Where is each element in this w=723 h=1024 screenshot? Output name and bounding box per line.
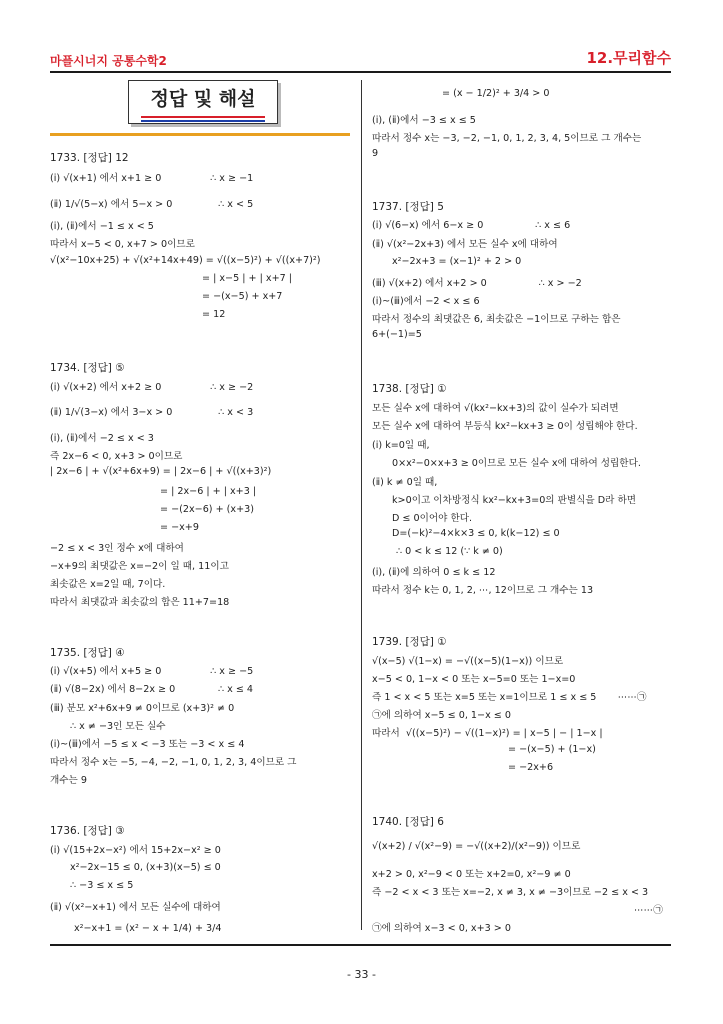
solution-line: (ⅰ), (ⅱ)에서 −3 ≤ x ≤ 5 <box>372 115 476 126</box>
solution-line: (ⅰ), (ⅱ)에서 −1 ≤ x < 5 <box>50 221 154 232</box>
section-title: 정답 및 해설 <box>150 88 256 110</box>
solution-line: 0×x²−0×x+3 ≥ 0이므로 모든 실수 x에 대하여 성립한다. <box>392 458 641 469</box>
solution-line: = −(x−5) + (1−x) <box>508 744 596 755</box>
solution-line: (ⅰ) √(x+5) 에서 x+5 ≥ 0 ∴ x ≥ −5 <box>50 666 254 677</box>
solution-line: 따라서 정수의 최댓값은 6, 최솟값은 −1이므로 구하는 합은 <box>372 314 621 325</box>
solution-line: = | 2x−6 | + | x+3 | <box>160 486 257 497</box>
solution-line: 즉 −2 < x < 3 또는 x=−2, x ≠ 3, x ≠ −3이므로 −2 ≤ x < 3 <box>372 887 649 898</box>
header-chapter-title: 12.무리함수 <box>586 49 671 67</box>
solution-line: ∴ 0 < k ≤ 12 (∵ k ≠ 0) <box>396 546 503 557</box>
column-divider <box>361 80 362 930</box>
solution-line: 모든 실수 x에 대하여 √(kx²−kx+3)의 값이 실수가 되려면 <box>372 403 619 414</box>
solution-line: (ⅰ)~(ⅲ)에서 −2 < x ≤ 6 <box>372 296 480 307</box>
solution-line: D ≤ 0이어야 한다. <box>392 513 473 524</box>
solution-line: 따라서 정수 k는 0, 1, 2, ⋯, 12이므로 그 개수는 13 <box>372 585 594 596</box>
solution-line: ∴ x ≠ −3인 모든 실수 <box>70 721 166 732</box>
solution-line: x²−x+1 = (x² − x + 1/4) + 3/4 <box>74 923 222 934</box>
solution-line: = −(2x−6) + (x+3) <box>160 504 254 515</box>
solution-line: 즉 1 < x < 5 또는 x=5 또는 x=1이므로 1 ≤ x ≤ 5 ⋯⋯㉠ <box>372 692 647 703</box>
solution-line: (ⅰ) √(x+2) 에서 x+2 ≥ 0 ∴ x ≥ −2 <box>50 382 254 393</box>
header-book-title: 마플시너지 공통수학2 <box>50 54 167 68</box>
problem-answer-heading: 1734. [정답] ⑤ <box>50 362 125 374</box>
solution-line: (ⅰ), (ⅱ)에서 −2 ≤ x < 3 <box>50 433 154 444</box>
solution-line: ㉠에 의하여 x−5 ≤ 0, 1−x ≤ 0 <box>372 710 511 721</box>
solution-line: √(x+2) / √(x²−9) = −√((x+2)/(x²−9)) 이므로 <box>372 841 581 852</box>
footer-divider <box>50 944 671 946</box>
solution-line: (ⅰ) √(x+1) 에서 x+1 ≥ 0 ∴ x ≥ −1 <box>50 173 254 184</box>
problem-answer-heading: 1737. [정답] 5 <box>372 201 444 213</box>
title-blue-underline <box>141 120 265 122</box>
solution-line: 모든 실수 x에 대하여 부등식 kx²−kx+3 ≥ 0이 성립해야 한다. <box>372 421 638 432</box>
solution-line: x−5 < 0, 1−x < 0 또는 x−5=0 또는 1−x=0 <box>372 674 576 685</box>
solution-line: 따라서 x−5 < 0, x+7 > 0이므로 <box>50 239 195 250</box>
solution-line: = (x − 1/2)² + 3/4 > 0 <box>442 88 550 99</box>
solution-line: (ⅰ) k=0일 때, <box>372 440 430 451</box>
solution-line: ⋯⋯㉠ <box>634 905 663 916</box>
solution-line: −2 ≤ x < 3인 정수 x에 대하여 <box>50 543 184 554</box>
solution-line: D=(−k)²−4×k×3 ≤ 0, k(k−12) ≤ 0 <box>392 528 560 539</box>
solution-line: (ⅱ) √(x²−x+1) 에서 모든 실수에 대하여 <box>50 902 221 913</box>
solution-line: (ⅱ) k ≠ 0일 때, <box>372 477 438 488</box>
solution-line: (ⅲ) √(x+2) 에서 x+2 > 0 ∴ x > −2 <box>372 278 582 289</box>
solution-line: 개수는 9 <box>50 775 87 786</box>
solution-line: 9 <box>372 148 379 159</box>
solution-line: 따라서 최댓값과 최솟값의 합은 11+7=18 <box>50 597 230 608</box>
solution-line: (ⅲ) 분모 x²+6x+9 ≠ 0이므로 (x+3)² ≠ 0 <box>50 703 235 714</box>
solution-line: (ⅱ) √(8−2x) 에서 8−2x ≥ 0 ∴ x ≤ 4 <box>50 684 254 695</box>
solution-line: k>0이고 이차방정식 kx²−kx+3=0의 판별식을 D라 하면 <box>392 495 636 506</box>
solution-line: ㉠에 의하여 x−3 < 0, x+3 > 0 <box>372 923 511 934</box>
solution-line: = −x+9 <box>160 522 199 533</box>
problem-answer-heading: 1733. [정답] 12 <box>50 152 129 164</box>
solution-line: | 2x−6 | + √(x²+6x+9) = | 2x−6 | + √((x+3)²) <box>50 466 272 477</box>
page-number: - 33 - <box>347 968 376 981</box>
solution-line: (ⅰ) √(15+2x−x²) 에서 15+2x−x² ≥ 0 <box>50 845 221 856</box>
solution-line: 따라서 정수 x는 −5, −4, −2, −1, 0, 1, 2, 3, 4이므로 그 <box>50 757 297 768</box>
problem-answer-heading: 1740. [정답] 6 <box>372 816 444 828</box>
problem-answer-heading: 1736. [정답] ③ <box>50 825 125 837</box>
solution-line: = | x−5 | + | x+7 | <box>202 273 292 284</box>
problem-answer-heading: 1738. [정답] ① <box>372 383 447 395</box>
solution-line: (ⅰ)~(ⅲ)에서 −5 ≤ x < −3 또는 −3 < x ≤ 4 <box>50 739 245 750</box>
solution-line: √(x−5) √(1−x) = −√((x−5)(1−x)) 이므로 <box>372 656 564 667</box>
solution-line: 따라서 정수 x는 −3, −2, −1, 0, 1, 2, 3, 4, 5이므로 그 개수는 <box>372 133 642 144</box>
solution-line: √(x²−10x+25) + √(x²+14x+49) = √((x−5)²) + √((x+7)²) <box>50 255 321 266</box>
solution-line: (ⅱ) √(x²−2x+3) 에서 모든 실수 x에 대하여 <box>372 239 558 250</box>
problem-answer-heading: 1739. [정답] ① <box>372 636 447 648</box>
solution-line: 6+(−1)=5 <box>372 329 422 340</box>
solution-line: ∴ −3 ≤ x ≤ 5 <box>70 880 134 891</box>
title-gold-rule <box>50 133 350 136</box>
solution-line: = 12 <box>202 309 226 320</box>
solution-line: 따라서 √((x−5)²) − √((1−x)²) = | x−5 | − | 1−x | <box>372 728 603 739</box>
problem-answer-heading: 1735. [정답] ④ <box>50 647 125 659</box>
solution-line: = −2x+6 <box>508 762 554 773</box>
solution-line: = −(x−5) + x+7 <box>202 291 283 302</box>
solution-line: −x+9의 최댓값은 x=−2이 일 때, 11이고 <box>50 561 229 572</box>
solution-line: (ⅰ), (ⅱ)에 의하여 0 ≤ k ≤ 12 <box>372 567 496 578</box>
solution-line: (ⅱ) 1/√(5−x) 에서 5−x > 0 ∴ x < 5 <box>50 199 254 210</box>
solution-line: x²−2x+3 = (x−1)² + 2 > 0 <box>392 256 522 267</box>
solution-line: x+2 > 0, x²−9 < 0 또는 x+2=0, x²−9 ≠ 0 <box>372 869 571 880</box>
section-title-box <box>128 80 278 124</box>
solution-line: 즉 2x−6 < 0, x+3 > 0이므로 <box>50 451 183 462</box>
solution-line: x²−2x−15 ≤ 0, (x+3)(x−5) ≤ 0 <box>70 862 221 873</box>
solution-line: (ⅰ) √(6−x) 에서 6−x ≥ 0 ∴ x ≤ 6 <box>372 220 571 231</box>
solution-line: 최솟값은 x=2일 때, 7이다. <box>50 579 166 590</box>
header-divider <box>50 71 671 73</box>
solution-line: (ⅱ) 1/√(3−x) 에서 3−x > 0 ∴ x < 3 <box>50 407 254 418</box>
title-red-underline <box>141 116 265 118</box>
